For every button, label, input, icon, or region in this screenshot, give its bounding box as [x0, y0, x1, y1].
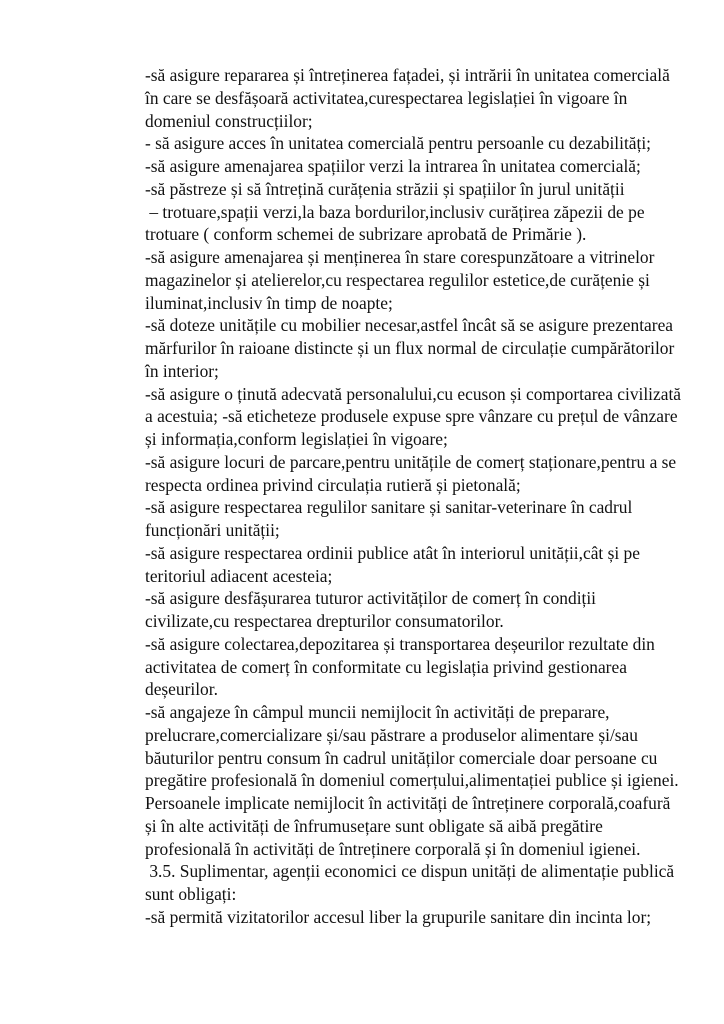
text-line: -să asigure repararea și întreținerea fațadei, și intrării în unitatea comercială [145, 65, 670, 85]
text-line: -să asigure locuri de parcare,pentru unitățile de comerț staționare,pentru a se [145, 451, 677, 472]
text-line: domeniul construcțiilor; [145, 110, 313, 131]
text-line: Persoanele implicate nemijlocit în activități de întreținere corporală,coafură [145, 793, 671, 813]
text-line: -să asigure amenajarea și menținerea în stare corespunzătoare a vitrinelor [145, 247, 655, 267]
text-line: deșeurilor. [145, 679, 218, 700]
text-line: civilizate,cu respectarea drepturilor consumatorilor. [145, 611, 504, 631]
text-line: -să asigure amenajarea spațiilor verzi la intrarea în unitatea comercială; [145, 156, 641, 176]
document-body [145, 64, 685, 929]
text-line: magazinelor și atelierelor,cu respectarea regulilor estetice,de curățenie și [145, 269, 650, 290]
text-line: și informația,conform legislației în vigoare; [145, 429, 448, 449]
text-line: -să asigure respectarea regulilor sanitare și sanitar-veterinare în cadrul [145, 497, 633, 518]
text-line: respecta ordinea privind circulația rutieră și pietonală; [145, 474, 521, 495]
text-line: sunt obligați: [145, 884, 237, 904]
text-line: trotuare ( conform schemei de subrizare aprobată de Primărie ). [145, 224, 587, 245]
text-line: - să asigure acces în unitatea comercială pentru persoanle cu dezabilități; [145, 133, 652, 154]
text-line: – trotuare,spații verzi,la baza bordurilor,inclusiv curățirea zăpezii de pe [145, 201, 645, 222]
text-line: mărfurilor în raioane distincte și un flux normal de circulație cumpărătorilor [145, 338, 675, 358]
text-line: pregătire profesională în domeniul comerțului,alimentației publice și igienei. [145, 770, 679, 791]
text-line: funcționări unității; [145, 520, 280, 540]
text-line: -să asigure respectarea ordinii publice atât în interiorul unității,cât și pe [145, 542, 640, 563]
text-line: -să păstreze și să întrețină curățenia străzii și spațiilor în jurul unității [145, 178, 625, 199]
text-line: a acestuia; -să eticheteze produsele expuse spre vânzare cu prețul de vânzare [145, 406, 678, 427]
text-line: în care se desfășoară activitatea,curespectarea legislației în vigoare în [145, 87, 628, 108]
text-line: -să asigure colectarea,depozitarea și transportarea deșeurilor rezultate din [145, 633, 655, 654]
text-line: -să asigure o ținută adecvată personalului,cu ecuson și comportarea civilizată [145, 383, 681, 404]
text-line: activitatea de comerț în conformitate cu legislația privind gestionarea [145, 656, 627, 677]
text-line: -să asigure desfășurarea tuturor activităților de comerț în condiții [145, 588, 597, 609]
text-line: iluminat,inclusiv în timp de noapte; [145, 292, 393, 313]
text-line: în interior; [145, 360, 219, 381]
text-line: 3.5. Suplimentar, agenții economici ce dispun unități de alimentație publică [145, 861, 675, 882]
text-line: -să permită vizitatorilor accesul liber la grupurile sanitare din incinta lor; [145, 906, 652, 927]
text-line: -să angajeze în câmpul muncii nemijlocit în activități de preparare, [145, 702, 610, 722]
text-line: băuturilor pentru consum în cadrul unităților comerciale doar persoane cu [145, 747, 658, 768]
text-line: prelucrare,comercializare și/sau păstrare a produselor alimentare și/sau [145, 724, 638, 745]
text-line: teritoriul adiacent acesteia; [145, 565, 333, 586]
text-line: -să doteze unitățile cu mobilier necesar,astfel încât să se asigure prezentarea [145, 315, 674, 336]
text-line: profesională în activități de întreținere corporală și în domeniul igienei. [145, 838, 641, 859]
text-line: și în alte activități de înfrumusețare sunt obligate să aibă pregătire [145, 815, 603, 836]
